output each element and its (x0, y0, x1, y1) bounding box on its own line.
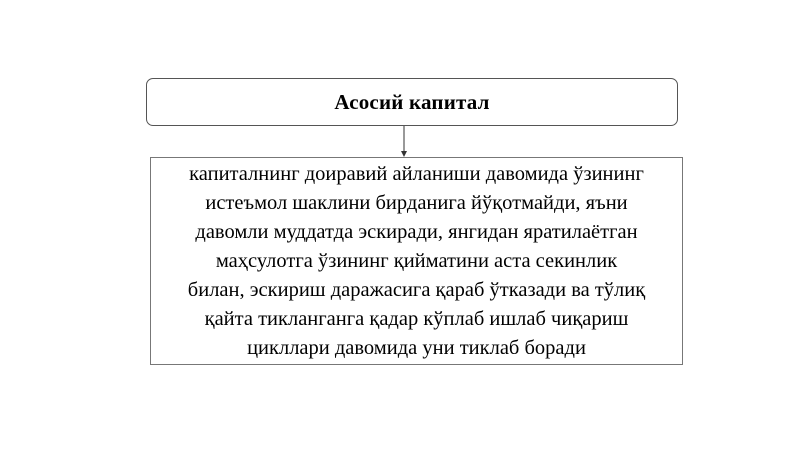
description-line: маҳсулотга ўзининг қийматини аста секинлик (215, 249, 618, 272)
description-line: цикллари давомида уни тиклаб боради (247, 336, 586, 359)
description-text (188, 160, 645, 363)
description-line: истеъмол шаклини бирданига йўқотмайди, яъни (205, 191, 628, 214)
title-box (146, 78, 678, 126)
description-line: қайта тикланганга қадар кўплаб ишлаб чиқариш (204, 307, 629, 330)
description-line: билан, эскириш даражасига қараб ўтказади ва тўлиқ (187, 278, 646, 301)
connector-arrow (400, 126, 412, 158)
description-line: давомли муддатда эскиради, янгидан яратилаётган (195, 220, 638, 243)
diagram-title: Асосий капитал (334, 89, 490, 114)
description-box (150, 157, 683, 365)
description-line: капиталнинг доиравий айланиши давомида ўзининг (189, 162, 644, 185)
